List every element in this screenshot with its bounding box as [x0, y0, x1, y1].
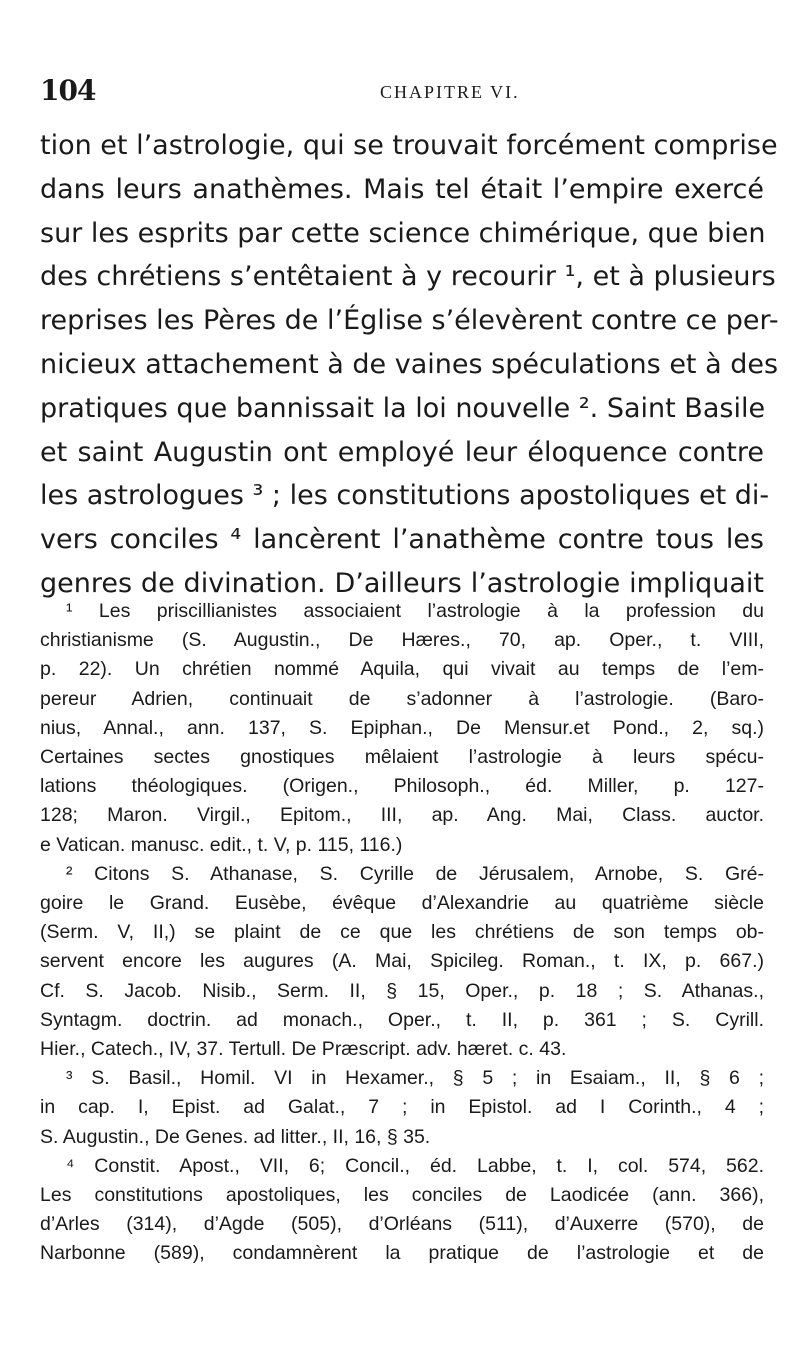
body-line: sur les esprits par cette science chimérique, que bien — [40, 217, 766, 249]
footnote-line: lations théologiques. (Origen., Philosoph., éd. Miller, p. 127- — [40, 775, 764, 798]
body-line: les astrologues ³ ; les constitutions apostoliques et di- — [40, 480, 770, 512]
body-line: nicieux attachement à de vaines spéculations et à des — [40, 348, 779, 380]
footnote-line: 128; Maron. Virgil., Epitom., III, ap. Ang. Mai, Class. auctor. — [40, 804, 764, 827]
footnote-line: Cf. S. Jacob. Nisib., Serm. II, § 15, Oper., p. 18 ; S. Athanas., — [40, 979, 764, 1002]
footnote-line: ³ S. Basil., Homil. VI in Hexamer., § 5 ; in Esaiam., II, § 6 ; — [66, 1067, 764, 1090]
footnote-line: Hier., Catech., IV, 37. Tertull. De Præscript. adv. hæret. c. 43. — [40, 1038, 567, 1061]
footnote-line: p. 22). Un chrétien nommé Aquila, qui vivait au temps de l’em- — [40, 658, 764, 681]
body-text — [40, 124, 779, 606]
footnote-line: d’Arles (314), d’Agde (505), d’Orléans (511), d’Auxerre (570), de — [40, 1213, 764, 1236]
running-head: CHAPITRE VI. — [380, 82, 520, 102]
footnote-line: Les constitutions apostoliques, les conciles de Laodicée (ann. 366), — [40, 1184, 764, 1207]
footnote-line: pereur Adrien, continuait de s’adonner à l’astrologie. (Baro- — [40, 687, 764, 710]
footnote-line: ⁴ Constit. Apost., VII, 6; Concil., éd. Labbe, t. I, col. 574, 562. — [66, 1154, 764, 1177]
footnotes — [40, 597, 764, 1269]
body-line: pratiques que bannissait la loi nouvelle ². Saint Basile — [40, 392, 766, 424]
body-line: reprises les Pères de l’Église s’élevèrent contre ce per- — [40, 305, 779, 337]
page-number: 104 — [40, 74, 96, 107]
footnote-line: ¹ Les priscillianistes associaient l’astrologie à la profession du — [66, 600, 764, 622]
footnote-line: nius, Annal., ann. 137, S. Epiphan., De Mensur.et Pond., 2, sq.) — [40, 716, 764, 739]
body-line: tion et l’astrologie, qui se trouvait forcément comprise — [40, 130, 778, 161]
body-line: des chrétiens s’entêtaient à y recourir ¹, et à plusieurs — [40, 261, 776, 293]
page-header — [40, 74, 760, 114]
body-line: genres de divination. D’ailleurs l’astrologie impliquait — [40, 567, 764, 599]
footnote-line: ² Citons S. Athanase, S. Cyrille de Jérusalem, Arnobe, S. Gré- — [66, 862, 764, 885]
footnote-line: in cap. I, Epist. ad Galat., 7 ; in Epistol. ad I Corinth., 4 ; — [40, 1096, 764, 1119]
body-line: dans leurs anathèmes. Mais tel était l’empire exercé — [40, 173, 764, 205]
footnote-line: goire le Grand. Eusèbe, évêque d’Alexandrie au quatrième siècle — [40, 892, 764, 915]
footnote-line: servent encore les augures (A. Mai, Spicileg. Roman., t. IX, p. 667.) — [40, 950, 764, 973]
body-line: vers conciles ⁴ lancèrent l’anathème contre tous les — [40, 524, 764, 556]
footnote-line: S. Augustin., De Genes. ad litter., II, 16, § 35. — [40, 1125, 431, 1148]
footnote-line: Syntagm. doctrin. ad monach., Oper., t. II, p. 361 ; S. Cyrill. — [40, 1008, 764, 1031]
footnote-line: christianisme (S. Augustin., De Hæres., 70, ap. Oper., t. VIII, — [40, 629, 764, 652]
footnote-line: Certaines sectes gnostiques mêlaient l’astrologie à leurs spécu- — [40, 746, 764, 769]
footnote-line: e Vatican. manusc. edit., t. V, p. 115, 116.) — [40, 833, 403, 856]
footnote-line: (Serm. V, II,) se plaint de ce que les chrétiens de son temps ob- — [40, 921, 764, 944]
footnote-line: Narbonne (589), condamnèrent la pratique de l’astrologie et de — [40, 1242, 764, 1265]
body-line: et saint Augustin ont employé leur éloquence contre — [40, 436, 764, 468]
